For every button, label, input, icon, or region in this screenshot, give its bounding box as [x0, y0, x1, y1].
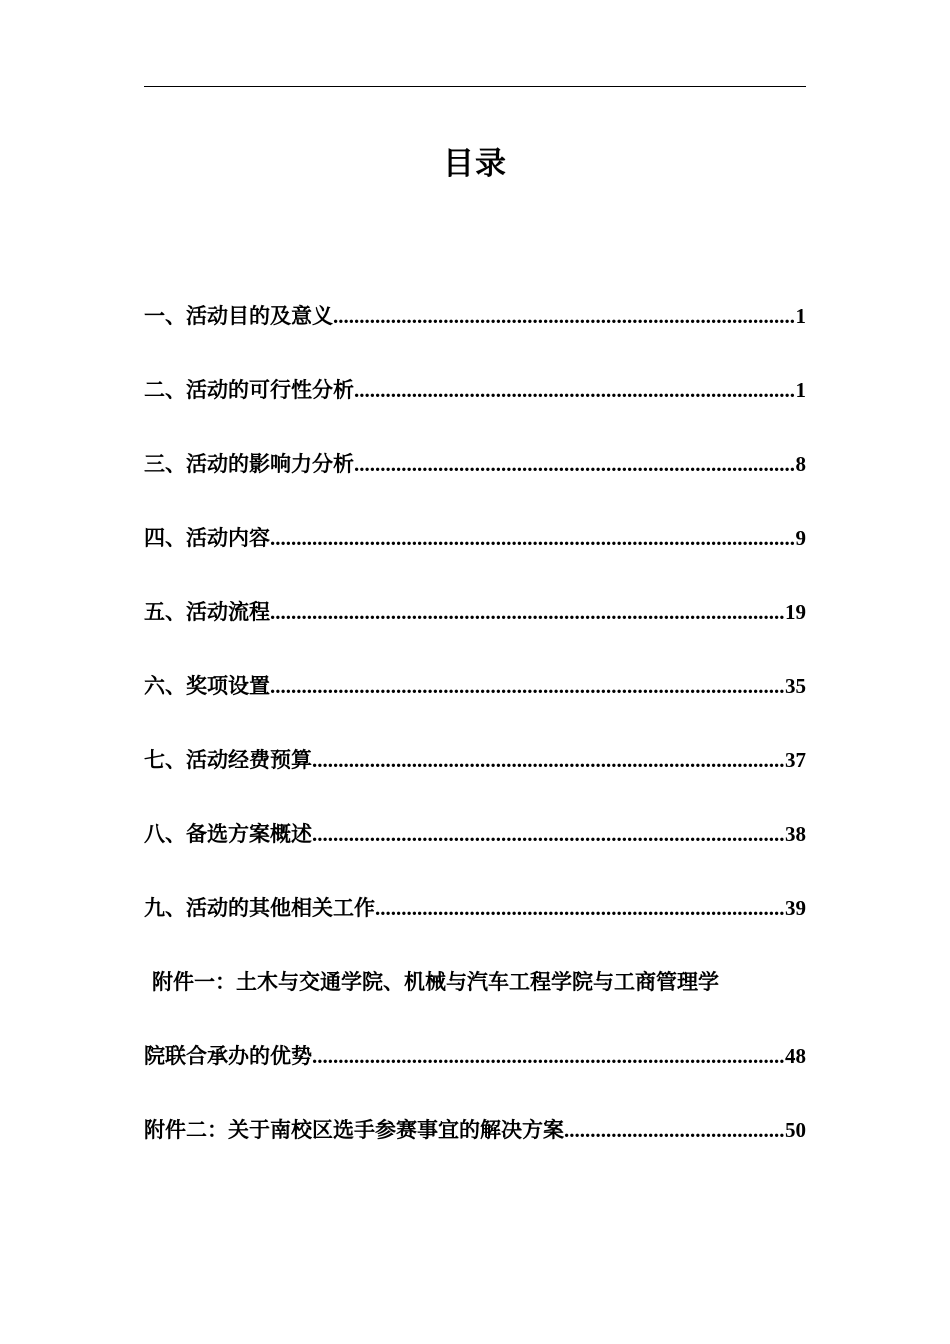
toc-entry-page: 8 [795, 452, 806, 476]
toc-entry-appendix1[interactable] [144, 1040, 806, 1077]
toc-entry[interactable] [144, 670, 806, 707]
toc-entry-page: 50 [785, 1118, 806, 1142]
toc-entry-label: 八、备选方案概述 [144, 822, 312, 846]
toc-entry[interactable] [144, 892, 806, 929]
toc-entry-appendix1-line1[interactable]: 附件一：土木与交通学院、机械与汽车工程学院与工商管理学 [152, 970, 719, 994]
toc-entry-page: 37 [785, 748, 806, 772]
toc-entry-page: 19 [785, 600, 806, 624]
toc-entry-label: 四、活动内容 [144, 526, 270, 550]
toc-entry-label: 五、活动流程 [144, 600, 270, 624]
toc-leader-dots [354, 452, 796, 477]
toc-entry[interactable] [144, 522, 806, 559]
toc-entry-label: 九、活动的其他相关工作 [144, 896, 375, 920]
toc-entry-page: 38 [785, 822, 806, 846]
toc-entry-label: 院联合承办的优势 [144, 1044, 312, 1068]
toc-entry-label: 七、活动经费预算 [144, 748, 312, 772]
toc-leader-dots [564, 1118, 785, 1143]
toc-entry-page: 1 [795, 304, 806, 328]
toc-entry-page: 48 [785, 1044, 806, 1068]
toc-leader-dots [312, 748, 785, 773]
toc-entry[interactable] [144, 300, 806, 337]
toc-entry[interactable] [144, 374, 806, 411]
toc-leader-dots [312, 822, 785, 847]
toc-leader-dots [270, 674, 785, 699]
toc-entry[interactable] [144, 596, 806, 633]
toc-entry[interactable] [144, 448, 806, 485]
toc-entry-label: 二、活动的可行性分析 [144, 378, 354, 402]
toc-leader-dots [270, 526, 796, 551]
toc-leader-dots [270, 600, 785, 625]
toc-entry[interactable] [144, 818, 806, 855]
toc-entry-label: 六、奖项设置 [144, 674, 270, 698]
header-rule [144, 86, 806, 87]
toc-leader-dots [354, 378, 796, 403]
table-of-contents [144, 300, 806, 1188]
toc-leader-dots [333, 304, 796, 329]
toc-leader-dots [312, 1044, 785, 1069]
toc-leader-dots [375, 896, 785, 921]
toc-entry-page: 39 [785, 896, 806, 920]
toc-entry-page: 1 [795, 378, 806, 402]
toc-entry-label: 一、活动目的及意义 [144, 304, 333, 328]
toc-entry-page: 9 [795, 526, 806, 550]
page-title: 目录 [443, 146, 507, 182]
toc-entry[interactable] [144, 744, 806, 781]
toc-entry-appendix2[interactable] [144, 1114, 806, 1151]
toc-entry-page: 35 [785, 674, 806, 698]
toc-entry-label: 附件二：关于南校区选手参赛事宜的解决方案 [144, 1118, 564, 1142]
toc-entry-label: 三、活动的影响力分析 [144, 452, 354, 476]
